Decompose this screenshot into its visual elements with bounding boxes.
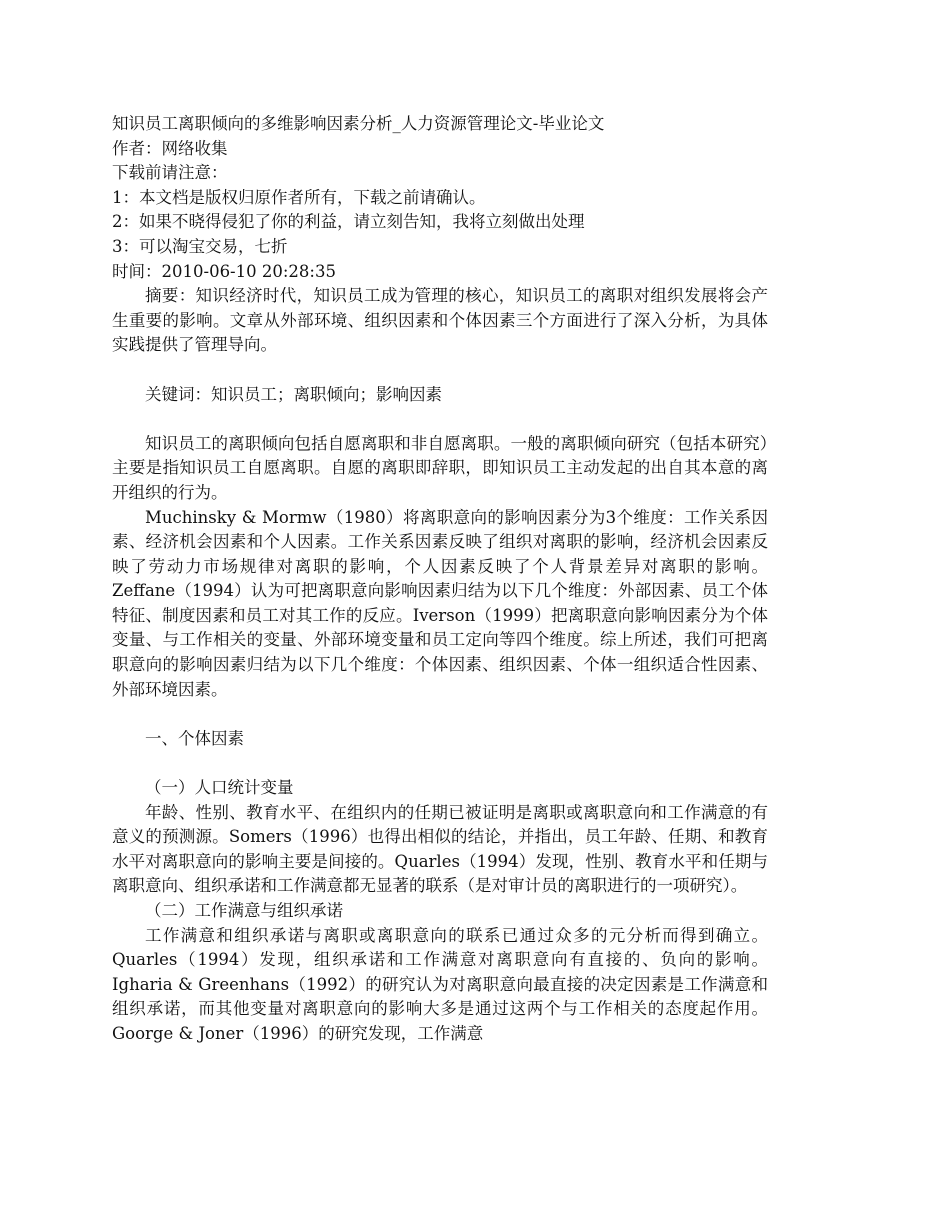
subsection-heading-demographics: （一）人口统计变量 — [145, 778, 294, 798]
author-line: 作者：网络收集 — [112, 138, 228, 158]
spacer — [112, 702, 768, 727]
subsection-heading-satisfaction-commitment: （二）工作满意与组织承诺 — [145, 901, 343, 920]
satisfaction-paragraph: 工作满意和组织承诺与离职或离职意向的联系已通过众多的元分析而得到确立。Quarles（1994）发现，组织承诺和工作满意对离职意向有直接的、负向的影响。Igharia & Greenhans（1992）的研究认为对离职意向最直接的决定因素是工作满意和组织承诺，而其他变量对离职意向的影响大多是通过这两个与工作相关的态度起作用。Goorge & Joner（1996）的研究发现，工作满意 — [112, 925, 768, 1043]
abstract-paragraph: 摘要：知识经济时代，知识员工成为管理的核心，知识员工的离职对组织发展将会产生重要的影响。文章从外部环境、组织因素和个体因素三个方面进行了深入分析，为具体实践提供了管理导向。 — [112, 286, 768, 355]
timestamp-line: 时间：2010-06-10 20:28:35 — [112, 261, 336, 281]
download-notice-heading: 下载前请注意： — [112, 163, 228, 183]
section-heading-individual-factors: 一、个体因素 — [145, 728, 244, 748]
intro-paragraph: 知识员工的离职倾向包括自愿离职和非自愿离职。一般的离职倾向研究（包括本研究）主要是指知识员工自愿离职。自愿的离职即辞职，即知识员工主动发起的出自其本意的离开组织的行为。 — [112, 433, 768, 502]
document-page — [112, 112, 768, 1047]
spacer — [112, 407, 768, 432]
notice-item-2: 2：如果不晓得侵犯了你的利益，请立刻告知，我将立刻做出处理 — [112, 212, 585, 232]
spacer — [112, 751, 768, 776]
spacer — [112, 358, 768, 383]
document-title: 知识员工离职倾向的多维影响因素分析_人力资源管理论文-毕业论文 — [112, 114, 605, 133]
notice-item-1: 1：本文档是版权归原作者所有，下载之前请确认。 — [112, 187, 486, 207]
notice-item-3: 3：可以淘宝交易，七折 — [112, 236, 288, 256]
dimensions-paragraph: Muchinsky & Mormw（1980）将离职意向的影响因素分为3个维度：工作关系因素、经济机会因素和个人因素。工作关系因素反映了组织对离职的影响，经济机会因素反映了劳动力市场规律对离职的影响，个人因素反映了个人背景差异对离职的影响。Zeffane（1994）认为可把离职意向影响因素归结为以下几个维度：外部因素、员工个体特征、制度因素和员工对其工作的反应。Iverson（1999）把离职意向影响因素分为个体变量、与工作相关的变量、外部环境变量和员工定向等四个维度。综上所述，我们可把离职意向的影响因素归结为以下几个维度：个体因素、组织因素、个体一组织适合性因素、外部环境因素。 — [112, 507, 768, 699]
demographics-paragraph: 年龄、性别、教育水平、在组织内的任期已被证明是离职或离职意向和工作满意的有意义的预测源。Somers（1996）也得出相似的结论，并指出，员工年龄、任期、和教育水平对离职意向的影响主要是间接的。Quarles（1994）发现，性别、教育水平和任期与离职意向、组织承诺和工作满意都无显著的联系（是对审计员的离职进行的一项研究）。 — [112, 802, 768, 896]
keywords-line: 关键词：知识员工；离职倾向；影响因素 — [145, 384, 442, 404]
